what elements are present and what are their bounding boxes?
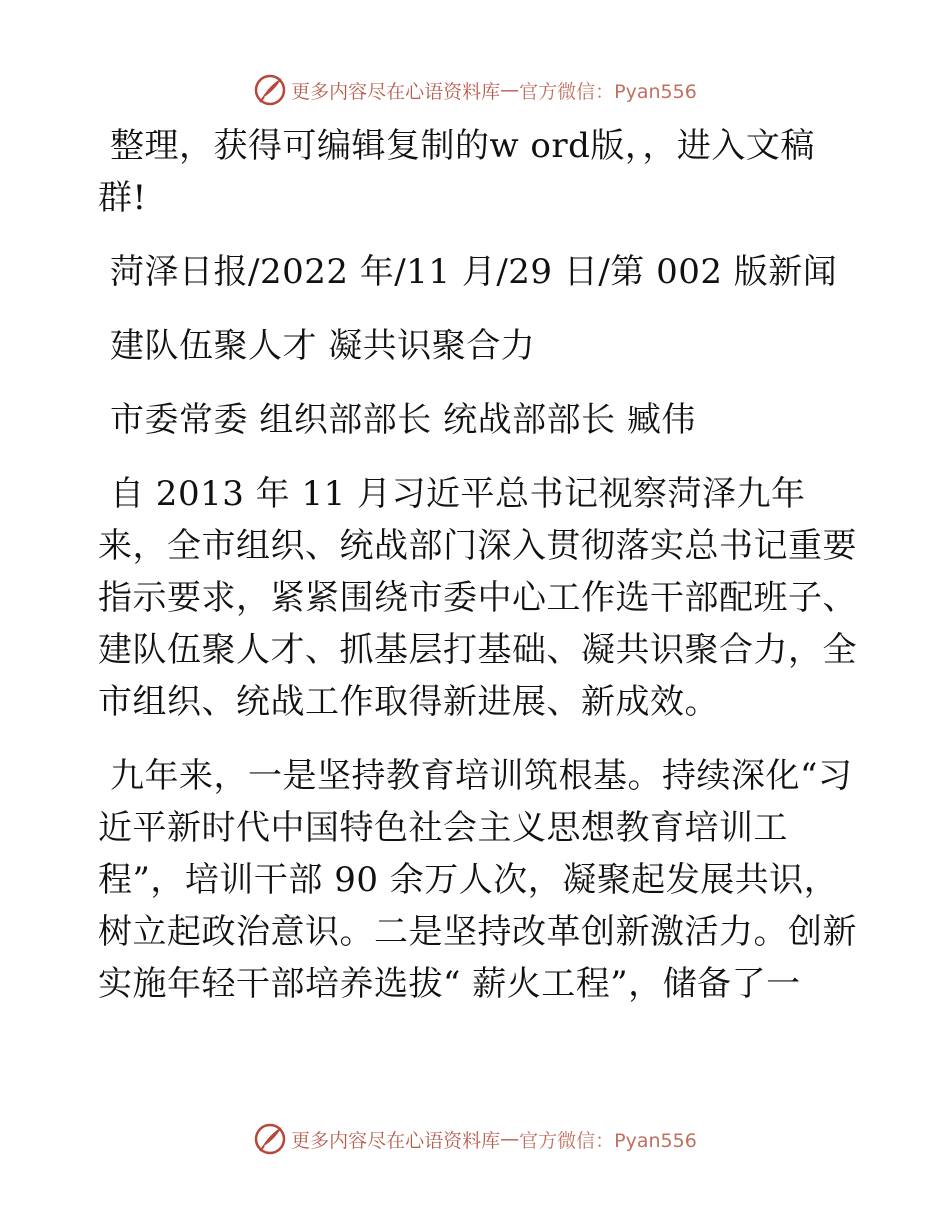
quill-logo-icon bbox=[253, 1122, 287, 1156]
paragraph-body-2: 九年来，一是坚持教育培训筑根基。持续深化“习近平新时代中国特色社会主义思想教育培训工程”，培训干部 90 余万人次，凝聚起发展共识，树立起政治意识。二是坚持改革创新激活力。创新实施年轻干部培养选拔“ 薪火工程”，储备了一 bbox=[98, 756, 857, 1004]
banner-text[interactable]: 更多内容尽在心语资料库 bbox=[291, 80, 501, 103]
quill-logo-icon bbox=[253, 73, 287, 107]
article-title: 建队伍聚人才 凝共识聚合力 bbox=[110, 326, 536, 366]
paragraph-intro: 整理，获得可编辑复制的w ord版，，进入文稿群! bbox=[98, 126, 815, 218]
header-banner bbox=[0, 70, 950, 110]
paragraph-source: 菏泽日报/2022 年/11 月/29 日/第 002 版新闻 bbox=[110, 252, 838, 292]
banner-separator: — bbox=[500, 1128, 520, 1150]
banner-contact: 官方微信：Pyan556 bbox=[519, 1129, 697, 1152]
article-author: 市委常委 组织部部长 统战部部长 臧伟 bbox=[110, 400, 696, 440]
banner-separator: — bbox=[500, 79, 520, 101]
footer-banner bbox=[0, 1119, 950, 1159]
paragraph-body-1: 自 2013 年 11 月习近平总书记视察菏泽九年来，全市组织、统战部门深入贯彻落实总书记重要指示要求，紧紧围绕市委中心工作选干部配班子、建队伍聚人才、抓基层打基础、凝共识聚合力，全市组织、统战工作取得新进展、新成效。 bbox=[98, 474, 857, 722]
banner-contact: 官方微信：Pyan556 bbox=[519, 80, 697, 103]
banner-text[interactable]: 更多内容尽在心语资料库 bbox=[291, 1129, 501, 1152]
document-body bbox=[98, 120, 858, 1010]
